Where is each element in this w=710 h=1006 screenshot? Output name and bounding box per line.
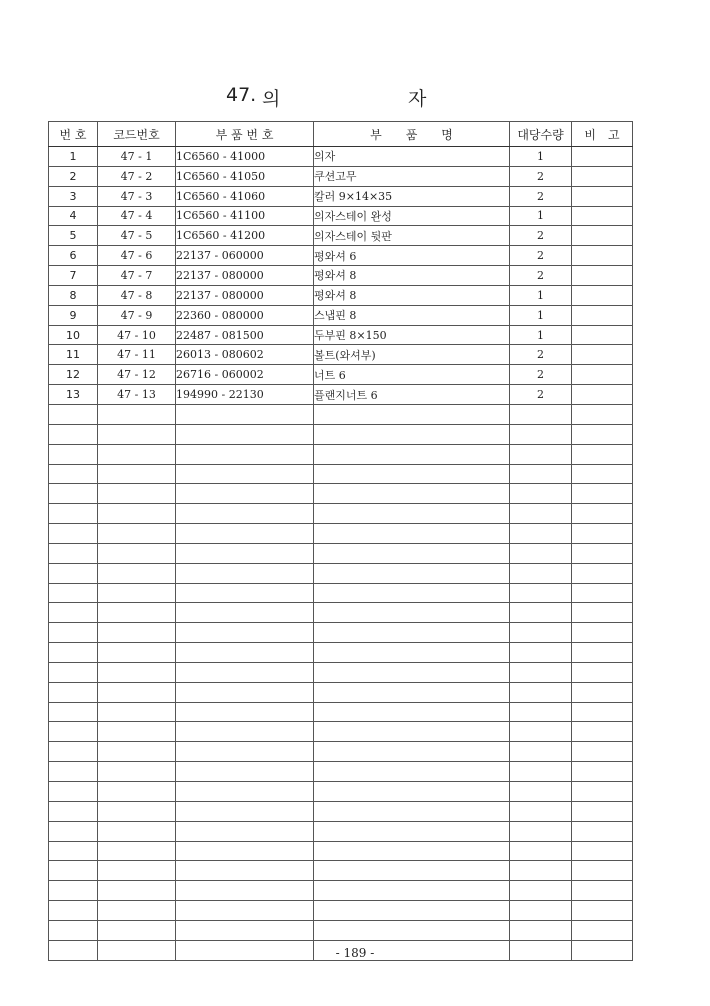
cell-part-name [314,762,510,782]
cell-no: 6 [49,246,98,266]
cell-quantity [510,901,572,921]
cell-remark [572,206,633,226]
cell-remark [572,901,633,921]
header-quantity: 대당수량 [510,122,572,147]
cell-quantity [510,404,572,424]
cell-remark [572,881,633,901]
cell-no [49,782,98,802]
cell-quantity [510,702,572,722]
cell-code: 47 - 3 [98,186,176,206]
cell-remark [572,385,633,405]
cell-no [49,424,98,444]
cell-code [98,643,176,663]
cell-quantity: 2 [510,365,572,385]
cell-part-number: 1C6560 - 41000 [176,147,314,167]
cell-part-name [314,623,510,643]
table-row [49,285,633,305]
cell-quantity [510,682,572,702]
cell-no: 10 [49,325,98,345]
cell-no [49,643,98,663]
cell-part-name [314,563,510,583]
header-part-name: 부 품 명 [314,122,510,147]
cell-quantity: 1 [510,325,572,345]
empty-table-row [49,504,633,524]
cell-quantity: 2 [510,166,572,186]
cell-quantity: 2 [510,345,572,365]
cell-no [49,841,98,861]
cell-part-number: 22137 - 080000 [176,266,314,286]
cell-code: 47 - 2 [98,166,176,186]
cell-remark [572,563,633,583]
cell-code [98,543,176,563]
cell-part-name [314,444,510,464]
cell-remark [572,524,633,544]
empty-table-row [49,782,633,802]
table-row [49,246,633,266]
cell-quantity: 2 [510,246,572,266]
cell-code [98,682,176,702]
cell-quantity [510,543,572,563]
cell-remark [572,920,633,940]
cell-no: 8 [49,285,98,305]
cell-remark [572,484,633,504]
empty-table-row [49,841,633,861]
table-row [49,147,633,167]
cell-no [49,662,98,682]
cell-part-name: 볼트(와셔부) [314,345,510,365]
cell-part-number [176,662,314,682]
cell-part-name [314,424,510,444]
cell-no [49,920,98,940]
table-header-row [49,122,633,147]
cell-remark [572,166,633,186]
cell-quantity [510,484,572,504]
cell-remark [572,186,633,206]
empty-table-row [49,861,633,881]
cell-part-number [176,563,314,583]
cell-no [49,861,98,881]
cell-quantity [510,623,572,643]
cell-remark [572,246,633,266]
table-row [49,325,633,345]
empty-table-row [49,464,633,484]
cell-code [98,424,176,444]
cell-part-name [314,821,510,841]
cell-part-number [176,682,314,702]
cell-no [49,881,98,901]
cell-part-number [176,742,314,762]
cell-code: 47 - 8 [98,285,176,305]
cell-quantity [510,524,572,544]
cell-quantity: 1 [510,285,572,305]
cell-no [49,524,98,544]
cell-part-name: 스냅핀 8 [314,305,510,325]
cell-part-name [314,901,510,921]
cell-part-name [314,801,510,821]
cell-part-number [176,643,314,663]
cell-remark [572,682,633,702]
cell-quantity [510,722,572,742]
cell-part-number: 26716 - 060002 [176,365,314,385]
cell-no: 9 [49,305,98,325]
cell-remark [572,603,633,623]
cell-part-name [314,722,510,742]
cell-part-name [314,504,510,524]
cell-part-number [176,504,314,524]
cell-part-number [176,920,314,940]
cell-quantity [510,583,572,603]
cell-code [98,583,176,603]
cell-code [98,901,176,921]
cell-code [98,801,176,821]
empty-table-row [49,742,633,762]
cell-part-number [176,881,314,901]
cell-quantity [510,801,572,821]
cell-part-name [314,484,510,504]
cell-remark [572,543,633,563]
cell-remark [572,226,633,246]
cell-code: 47 - 1 [98,147,176,167]
table-row [49,385,633,405]
cell-part-name: 의자 [314,147,510,167]
cell-no [49,821,98,841]
cell-part-name: 의자스테이 완성 [314,206,510,226]
cell-part-name [314,643,510,663]
cell-no [49,702,98,722]
cell-part-name: 플랜지너트 6 [314,385,510,405]
cell-part-number [176,464,314,484]
cell-code: 47 - 13 [98,385,176,405]
section-title-word-1: 의 [262,88,281,110]
empty-table-row [49,682,633,702]
cell-no: 5 [49,226,98,246]
cell-part-number [176,623,314,643]
cell-part-number [176,444,314,464]
cell-no [49,901,98,921]
cell-no [49,623,98,643]
cell-part-number [176,484,314,504]
cell-quantity: 2 [510,266,572,286]
cell-no [49,722,98,742]
cell-part-number: 1C6560 - 41200 [176,226,314,246]
cell-remark [572,762,633,782]
cell-part-name: 의자스테이 뒷판 [314,226,510,246]
table-row [49,226,633,246]
cell-no [49,762,98,782]
cell-part-number [176,543,314,563]
cell-remark [572,504,633,524]
cell-quantity [510,841,572,861]
cell-part-name [314,841,510,861]
cell-quantity: 2 [510,186,572,206]
cell-no [49,543,98,563]
cell-code [98,702,176,722]
table-row [49,305,633,325]
cell-remark [572,623,633,643]
empty-table-row [49,881,633,901]
cell-code: 47 - 11 [98,345,176,365]
cell-part-number [176,801,314,821]
cell-part-number [176,722,314,742]
cell-part-name [314,583,510,603]
cell-remark [572,365,633,385]
cell-part-number: 194990 - 22130 [176,385,314,405]
cell-part-name: 평와셔 8 [314,266,510,286]
cell-no: 2 [49,166,98,186]
cell-part-number: 22137 - 080000 [176,285,314,305]
cell-code: 47 - 12 [98,365,176,385]
cell-part-number: 22137 - 060000 [176,246,314,266]
cell-part-number [176,841,314,861]
cell-remark [572,424,633,444]
cell-no [49,801,98,821]
cell-remark [572,643,633,663]
table-row [49,266,633,286]
cell-part-name [314,742,510,762]
cell-quantity [510,881,572,901]
empty-table-row [49,524,633,544]
cell-no [49,404,98,424]
cell-remark [572,583,633,603]
cell-code [98,762,176,782]
cell-part-name: 평와셔 6 [314,246,510,266]
empty-table-row [49,563,633,583]
cell-code: 47 - 9 [98,305,176,325]
cell-quantity [510,821,572,841]
empty-table-row [49,583,633,603]
empty-table-row [49,801,633,821]
cell-part-name: 칼러 9×14×35 [314,186,510,206]
cell-code [98,821,176,841]
cell-no: 12 [49,365,98,385]
cell-part-number [176,861,314,881]
cell-quantity: 2 [510,226,572,246]
cell-part-number: 1C6560 - 41060 [176,186,314,206]
cell-part-number: 1C6560 - 41050 [176,166,314,186]
empty-table-row [49,543,633,563]
cell-quantity [510,424,572,444]
cell-part-name [314,603,510,623]
cell-no: 4 [49,206,98,226]
table-row [49,186,633,206]
empty-table-row [49,762,633,782]
section-title-word-2: 자 [408,88,427,110]
cell-part-name [314,524,510,544]
cell-quantity: 1 [510,147,572,167]
cell-remark [572,266,633,286]
cell-remark [572,742,633,762]
cell-quantity [510,662,572,682]
empty-table-row [49,484,633,504]
cell-no [49,504,98,524]
cell-quantity [510,603,572,623]
cell-no: 7 [49,266,98,286]
cell-remark [572,782,633,802]
cell-part-name: 두부핀 8×150 [314,325,510,345]
cell-code [98,504,176,524]
table-row [49,345,633,365]
cell-code [98,484,176,504]
cell-quantity [510,920,572,940]
cell-remark [572,147,633,167]
cell-part-number [176,702,314,722]
empty-table-row [49,404,633,424]
cell-part-number: 22360 - 080000 [176,305,314,325]
table-row [49,166,633,186]
cell-quantity [510,444,572,464]
cell-no [49,603,98,623]
cell-code [98,464,176,484]
cell-part-number [176,821,314,841]
cell-remark [572,722,633,742]
cell-part-name: 쿠션고무 [314,166,510,186]
cell-part-number [176,901,314,921]
cell-code [98,920,176,940]
cell-part-name [314,662,510,682]
cell-part-name [314,782,510,802]
empty-table-row [49,424,633,444]
cell-no [49,563,98,583]
cell-part-name [314,920,510,940]
empty-table-row [49,603,633,623]
cell-remark [572,444,633,464]
cell-quantity [510,782,572,802]
empty-table-row [49,722,633,742]
cell-quantity [510,762,572,782]
cell-code [98,444,176,464]
cell-remark [572,801,633,821]
cell-no [49,682,98,702]
cell-part-number [176,404,314,424]
cell-no [49,464,98,484]
cell-quantity [510,563,572,583]
empty-table-row [49,643,633,663]
cell-part-name: 평와셔 8 [314,285,510,305]
cell-part-number: 22487 - 081500 [176,325,314,345]
cell-no [49,742,98,762]
cell-remark [572,325,633,345]
cell-part-name [314,861,510,881]
empty-table-row [49,901,633,921]
cell-quantity [510,504,572,524]
cell-code: 47 - 7 [98,266,176,286]
cell-no [49,583,98,603]
cell-code: 47 - 6 [98,246,176,266]
cell-quantity: 2 [510,385,572,405]
cell-code: 47 - 4 [98,206,176,226]
header-code: 코드번호 [98,122,176,147]
cell-part-number [176,762,314,782]
cell-part-name [314,881,510,901]
cell-no: 3 [49,186,98,206]
cell-code [98,881,176,901]
cell-no: 11 [49,345,98,365]
section-number: 47. [226,84,257,106]
cell-part-number: 26013 - 080602 [176,345,314,365]
cell-code [98,722,176,742]
empty-table-row [49,920,633,940]
cell-part-name [314,702,510,722]
header-remark: 비 고 [572,122,633,147]
cell-no [49,444,98,464]
cell-quantity [510,861,572,881]
cell-part-number [176,424,314,444]
cell-part-name [314,682,510,702]
cell-code [98,742,176,762]
cell-part-number [176,583,314,603]
cell-part-number: 1C6560 - 41100 [176,206,314,226]
cell-code [98,623,176,643]
cell-code: 47 - 5 [98,226,176,246]
cell-part-name: 너트 6 [314,365,510,385]
cell-remark [572,345,633,365]
cell-quantity: 1 [510,305,572,325]
empty-table-row [49,444,633,464]
empty-table-row [49,821,633,841]
empty-table-row [49,623,633,643]
cell-part-number [176,603,314,623]
cell-remark [572,821,633,841]
cell-quantity [510,643,572,663]
cell-part-name [314,464,510,484]
cell-no: 1 [49,147,98,167]
cell-part-number [176,524,314,544]
empty-table-row [49,702,633,722]
cell-code: 47 - 10 [98,325,176,345]
cell-code [98,603,176,623]
cell-code [98,861,176,881]
cell-no [49,484,98,504]
cell-code [98,782,176,802]
table-row [49,365,633,385]
cell-part-number [176,782,314,802]
cell-remark [572,464,633,484]
cell-remark [572,861,633,881]
cell-part-name [314,543,510,563]
cell-remark [572,841,633,861]
cell-no: 13 [49,385,98,405]
cell-code [98,841,176,861]
empty-table-row [49,662,633,682]
cell-remark [572,662,633,682]
cell-remark [572,305,633,325]
cell-remark [572,404,633,424]
cell-code [98,524,176,544]
page-number: - 189 - [335,946,375,960]
cell-quantity: 1 [510,206,572,226]
cell-remark [572,702,633,722]
table-row [49,206,633,226]
cell-code [98,404,176,424]
cell-quantity [510,742,572,762]
cell-part-name [314,404,510,424]
parts-table [48,121,633,961]
header-no: 번 호 [49,122,98,147]
cell-remark [572,285,633,305]
cell-code [98,662,176,682]
cell-quantity [510,464,572,484]
cell-code [98,563,176,583]
header-part-number: 부 품 번 호 [176,122,314,147]
